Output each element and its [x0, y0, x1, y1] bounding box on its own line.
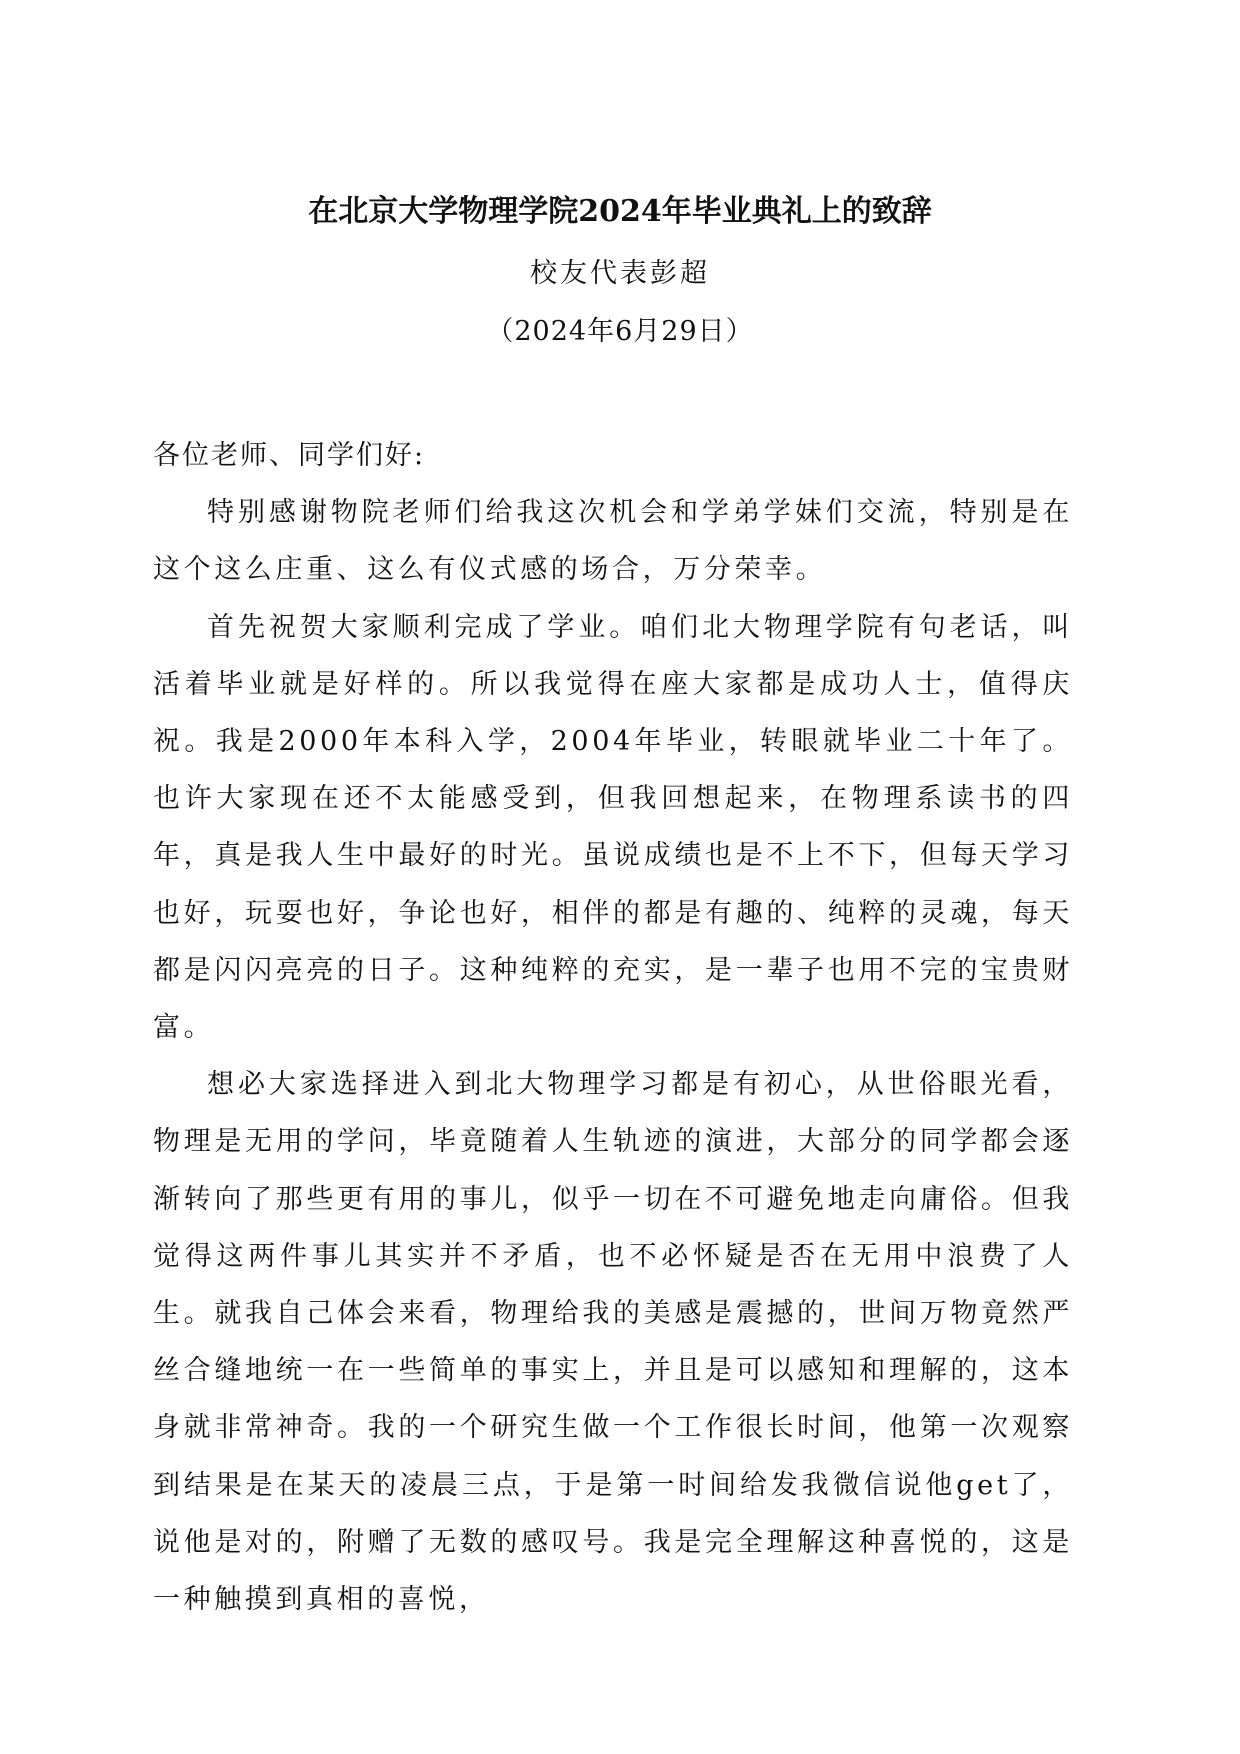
paragraph-1: 特别感谢物院老师们给我这次机会和学弟学妹们交流，特别是在这个这么庄重、这么有仪式感的场合，万分荣幸。 [153, 497, 1073, 586]
greeting-line: 各位老师、同学们好: [153, 440, 426, 471]
speech-date: （2024年6月29日） [486, 316, 754, 347]
speech-author: 校友代表彭超 [530, 258, 710, 289]
paragraph-2: 首先祝贺大家顺利完成了学业。咱们北大物理学院有句老话，叫活着毕业就是好样的。所以我觉得在座大家都是成功人士，值得庆祝。我是2000年本科入学，2004年毕业，转眼就毕业二十年了。也许大家现在还不太能感受到，但我回想起来，在物理系读书的四年，真是我人生中最好的时光。虽说成绩也是不上不下，但每天学习也好，玩耍也好，争论也好，相伴的都是有趣的、纯粹的灵魂，每天都是闪闪亮亮的日子。这种纯粹的充实，是一辈子也用不完的宝贵财富。 [153, 611, 1073, 1044]
speech-title: 在北京大学物理学院2024年毕业典礼上的致辞 [308, 194, 932, 229]
speech-body [153, 427, 1073, 1628]
paragraph-3: 想必大家选择进入到北大物理学习都是有初心，从世俗眼光看，物理是无用的学问，毕竟随着人生轨迹的演进，大部分的同学都会逐渐转向了那些更有用的事儿，似乎一切在不可避免地走向庸俗。但我觉得这两件事儿其实并不矛盾，也不必怀疑是否在无用中浪费了人生。就我自己体会来看，物理给我的美感是震撼的，世间万物竟然严丝合缝地统一在一些简单的事实上，并且是可以感知和理解的，这本身就非常神奇。我的一个研究生做一个工作很长时间，他第一次观察到结果是在某天的凌晨三点，于是第一时间给发我微信说他get了，说他是对的，附赠了无数的感叹号。我是完全理解这种喜悦的，这是一种触摸到真相的喜悦， [153, 1069, 1073, 1616]
